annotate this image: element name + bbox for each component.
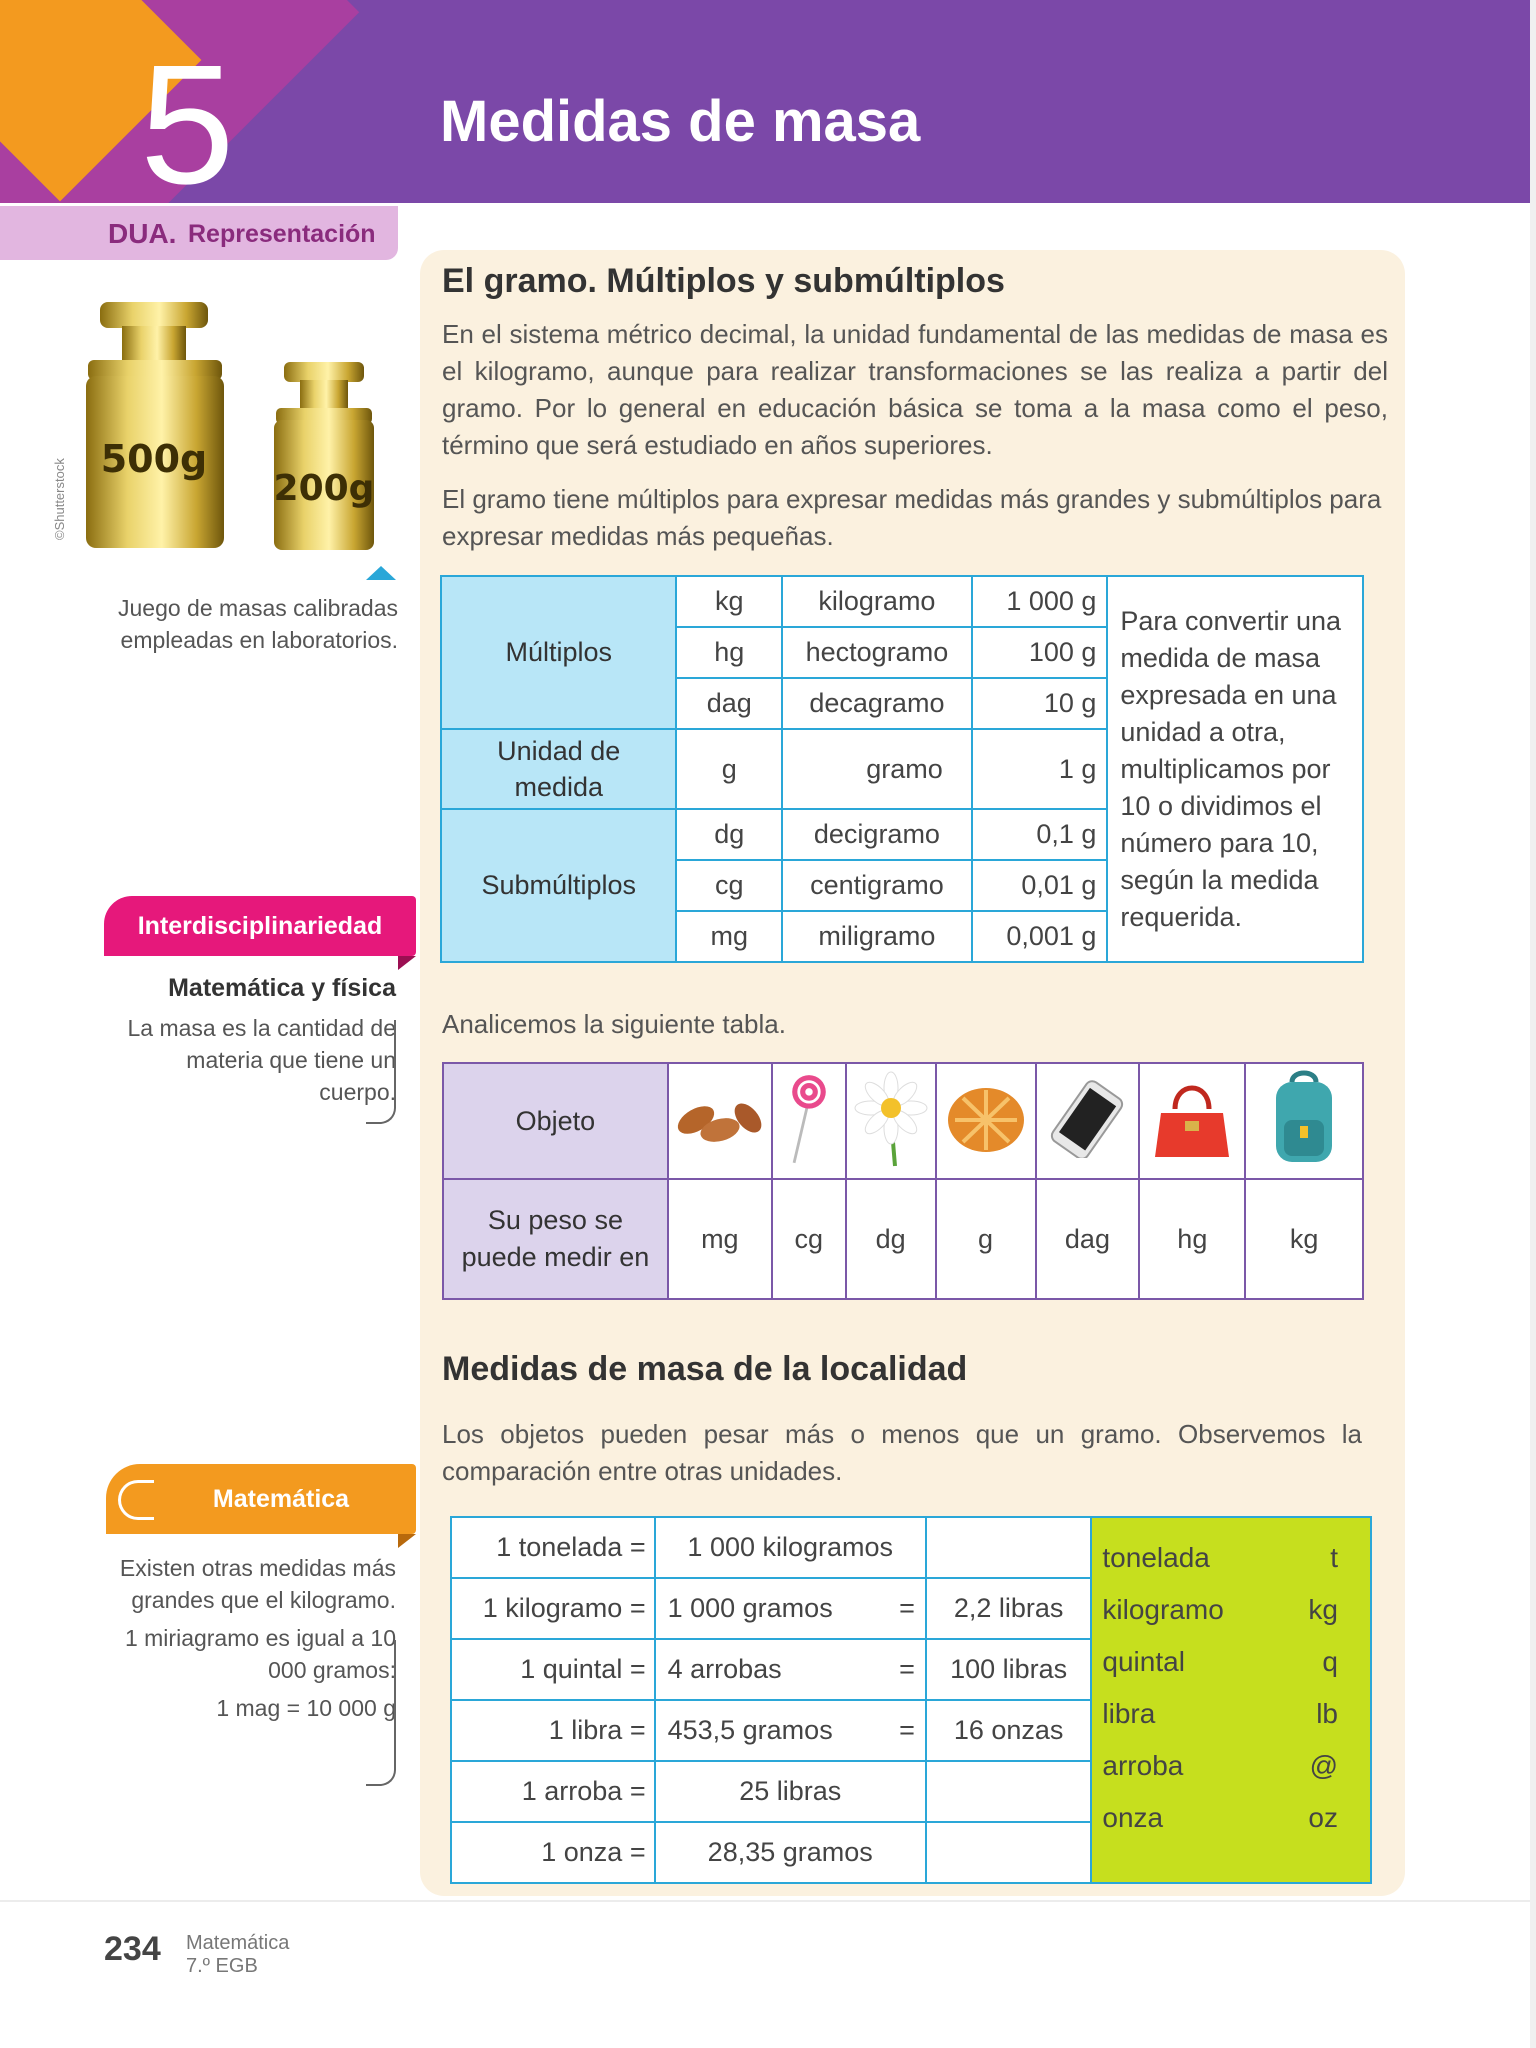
interdisciplinary-bracket [366,1020,396,1124]
unit-value: 1 g [972,729,1108,809]
abbr-row [1102,1792,1360,1844]
unit-value: 100 g [972,627,1108,678]
caption-pointer-icon [366,566,396,580]
objects-table [442,1062,1364,1300]
footer-subject-name: Matemática [186,1932,290,1954]
abbr-symbol: oz [1308,1802,1338,1833]
measure-unit: dag [1036,1179,1140,1299]
unit-name: miligramo [782,911,972,962]
abbr-symbol: kg [1308,1594,1338,1625]
abbr-symbol: @ [1309,1750,1338,1781]
local-right: 100 libras [926,1639,1092,1700]
chapter-number: 5 [140,30,235,203]
local-mid-cell [655,1639,926,1700]
abbr-row [1102,1688,1360,1740]
table-row [443,1063,1363,1179]
interdisciplinary-subtitle: Matemática y física [168,974,396,1002]
group-unit: Unidad de medida [441,729,676,809]
local-right [926,1761,1092,1822]
measure-unit: kg [1245,1179,1363,1299]
local-right: 16 onzas [926,1700,1092,1761]
abbr-name: quintal [1102,1646,1185,1677]
local-eq: = [899,1593,915,1623]
object-cell [1036,1063,1140,1179]
math-text-3: 1 mag = 10 000 g [216,1695,396,1721]
unit-abbr: hg [676,627,782,678]
unit-value: 0,1 g [972,809,1108,860]
abbr-symbol: q [1322,1646,1338,1677]
abbr-row [1102,1584,1360,1636]
math-text-2: 1 miriagramo es igual a 10 000 gramos: [124,1625,396,1683]
unit-value: 10 g [972,678,1108,729]
abbr-symbol: t [1330,1542,1338,1573]
page-edge [1530,0,1536,2048]
unit-abbr: dg [676,809,782,860]
local-mid: 28,35 gramos [655,1822,926,1883]
interdisciplinary-content [120,970,396,1108]
local-left: 1 kilogramo = [451,1578,655,1639]
local-right: 2,2 libras [926,1578,1092,1639]
unit-name: decigramo [782,809,972,860]
phone-icon [1042,1078,1132,1158]
unit-value: 0,01 g [972,860,1108,911]
table-row [451,1517,1371,1578]
page-title: Medidas de masa [440,89,921,154]
interdisciplinary-text: La masa es la cantidad de materia que tiene un cuerpo. [127,1015,396,1105]
local-right [926,1822,1092,1883]
group-submultiples: Submúltiplos [441,809,676,962]
dua-label: Representación [188,220,376,248]
unit-name: kilogramo [782,576,972,627]
bread-icon [941,1078,1031,1158]
svg-text:200g: 200g [273,468,375,509]
section-paragraph-1: En el sistema métrico decimal, la unidad fundamental de las medidas de masa es el kilogramo, aunque para realizar transformaciones se las realiza a partir del gramo. Por lo general en educación básica se toma a la masa como el peso, término que será estudiado en años superiores. [442,319,1388,460]
page-number: 234 [104,1930,161,1968]
local-left: 1 libra = [451,1700,655,1761]
measure-header: Su peso se puede medir en [443,1179,668,1299]
calibrated-weights-image [70,290,410,560]
section-title-local: Medidas de masa de la localidad [442,1350,968,1388]
unit-name: hectogramo [782,627,972,678]
math-tab: Matemática [106,1464,416,1534]
abbr-row [1102,1532,1360,1584]
local-mid: 453,5 gramos [667,1715,833,1745]
figure-caption: Juego de masas calibradas empleadas en laboratorios. [118,595,398,653]
group-multiples: Múltiplos [441,576,676,729]
image-credit: ©Shutterstock [52,458,67,540]
almond-icon [670,1078,770,1158]
object-cell [668,1063,772,1179]
unit-name: centigramo [782,860,972,911]
local-eq: = [899,1654,915,1684]
interdisciplinary-tab-fold [398,956,416,970]
section-title-gram: El gramo. Múltiplos y submúltiplos [442,262,1005,300]
measure-unit: mg [668,1179,772,1299]
measure-unit: hg [1139,1179,1245,1299]
math-tab-fold [398,1534,416,1548]
table-row [441,576,1363,627]
section-paragraph-3: Los objetos pueden pesar más o menos que un gramo. Observemos la comparación entre otras unidades. [442,1419,1362,1486]
local-eq: = [899,1715,915,1745]
math-bracket [366,1640,396,1786]
measure-unit: cg [772,1179,846,1299]
object-cell [846,1063,936,1179]
abbr-symbol: lb [1316,1698,1338,1729]
local-mid: 25 libras [655,1761,926,1822]
measure-unit: g [936,1179,1036,1299]
svg-text:500g: 500g [100,437,208,481]
local-left: 1 tonelada = [451,1517,655,1578]
unit-abbr: kg [676,576,782,627]
lollipop-icon [781,1068,837,1168]
backpack-icon [1264,1068,1344,1168]
unit-name: decagramo [782,678,972,729]
table-row [443,1179,1363,1299]
object-cell [936,1063,1036,1179]
daisy-icon [851,1068,931,1168]
object-cell [1245,1063,1363,1179]
units-table [440,575,1364,963]
math-clip-icon [118,1480,154,1520]
local-mid-cell [655,1700,926,1761]
local-mid: 1 000 gramos [667,1593,833,1623]
object-cell [1139,1063,1245,1179]
unit-value: 0,001 g [972,911,1108,962]
analyze-text: Analicemos la siguiente tabla. [442,1009,786,1039]
unit-name: gramo [782,729,972,809]
handbag-icon [1147,1073,1237,1163]
object-header: Objeto [443,1063,668,1179]
interdisciplinary-tab: Interdisciplinariedad [104,896,416,956]
local-left: 1 onza = [451,1822,655,1883]
object-cell [772,1063,846,1179]
local-left: 1 quintal = [451,1639,655,1700]
footer-subject [186,1932,289,1978]
local-mid: 1 000 kilogramos [655,1517,926,1578]
section-paragraph-2: El gramo tiene múltiplos para expresar medidas más grandes y submúltiplos para expresar medidas más pequeñas. [442,484,1382,551]
abbr-name: libra [1102,1698,1156,1729]
abbr-row [1102,1636,1360,1688]
unit-abbr: dag [676,678,782,729]
abbr-name: tonelada [1102,1542,1210,1573]
math-content [100,1552,396,1730]
footer-grade: 7.º EGB [186,1955,258,1977]
unit-abbr: mg [676,911,782,962]
conversion-note: Para convertir una medida de masa expresada en una unidad a otra, multiplicamos por 10 o dividimos el número para 10, según la medida requerida. [1107,576,1363,962]
local-left: 1 arroba = [451,1761,655,1822]
local-mid-cell [655,1578,926,1639]
dua-tab [0,206,398,260]
local-units-table [450,1516,1372,1884]
dua-label-strong: DUA. [108,218,177,249]
unit-abbr: cg [676,860,782,911]
abbreviations-cell [1091,1517,1371,1883]
unit-abbr: g [676,729,782,809]
abbr-name: arroba [1102,1750,1184,1781]
local-right [926,1517,1092,1578]
chapter-header [0,0,1536,203]
math-text-1: Existen otras medidas más grandes que el kilogramo. [119,1555,396,1613]
abbr-row [1102,1740,1360,1792]
unit-value: 1 000 g [972,576,1108,627]
measure-unit: dg [846,1179,936,1299]
footer-divider [0,1900,1536,1902]
abbr-name: onza [1102,1802,1164,1833]
abbr-name: kilogramo [1102,1594,1224,1625]
local-mid: 4 arrobas [667,1654,782,1684]
